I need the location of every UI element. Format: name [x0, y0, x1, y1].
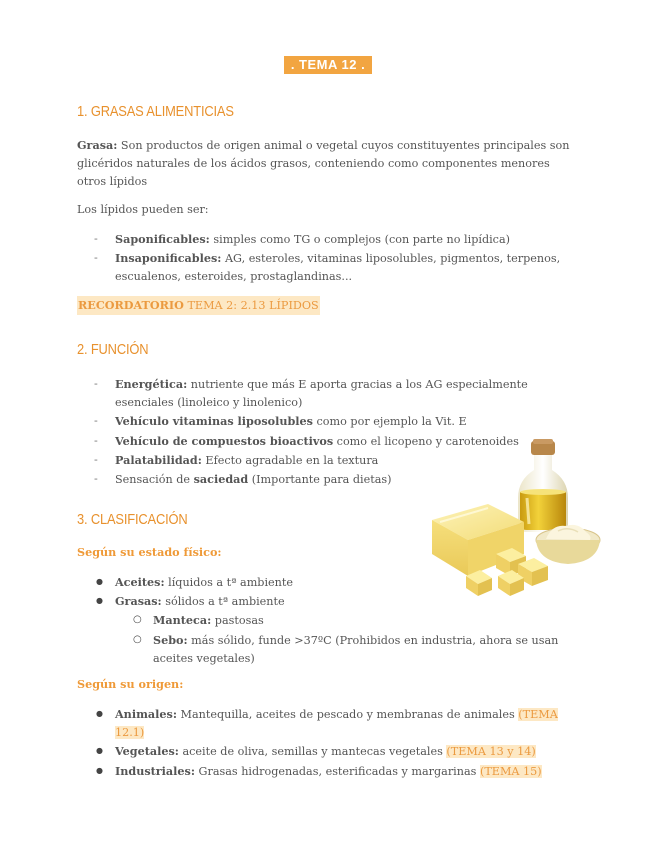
list-item: [77, 705, 587, 742]
item-label: Grasas:: [115, 594, 162, 609]
item-label: Palatabilidad:: [115, 452, 202, 467]
list-item: [77, 762, 587, 781]
reminder-label: RECORDATORIO: [78, 298, 184, 312]
grasa-label: Grasa:: [77, 138, 118, 152]
item-label: Energética:: [115, 377, 188, 391]
tema-reference: (TEMA 13 y 14): [446, 745, 536, 759]
list-item: [77, 375, 587, 412]
list-item: [77, 592, 587, 668]
list-item: [77, 412, 587, 431]
grasa-text: Son productos de origen animal o vegetal cuyos constituyentes principales son glicéridos naturales de los ácidos grasos, conteniendo como componentes menores otros lípidos: [77, 139, 570, 188]
origen-list: [77, 705, 587, 781]
item-label: Vehículo de compuestos bioactivos: [115, 433, 334, 448]
item-label: saciedad: [193, 472, 249, 487]
list-item: [115, 611, 585, 630]
grasas-sublist: [115, 611, 585, 668]
item-text: como el licopeno y carotenoides: [333, 434, 519, 448]
item-text: como por ejemplo la Vit. E: [312, 415, 467, 429]
item-label: Animales:: [115, 707, 177, 721]
item-text: pastosas: [211, 614, 264, 628]
item-text: líquidos a tª ambiente: [164, 576, 293, 589]
origen-heading: Según su origen:: [77, 677, 184, 691]
item-label: Insaponificables:: [115, 251, 222, 266]
list-item: [77, 742, 587, 761]
item-label: Manteca:: [153, 613, 212, 628]
item-text: Efecto agradable en la textura: [201, 453, 379, 467]
item-text: simples como TG o complejos (con parte no lipídica): [209, 233, 510, 246]
reminder-highlight: [77, 296, 320, 315]
section-1-heading: 1. GRASAS ALIMENTICIAS: [77, 103, 234, 120]
item-text: nutriente que más E aporta gracias a los AG especialmente esenciales (linoleico y linolenico): [115, 378, 528, 410]
item-label: Sebo:: [153, 632, 188, 647]
fats-illustration: [428, 436, 603, 602]
item-text: AG, esteroles, vitaminas liposolubles, pigmentos, terpenos, escualenos, esteroides, prostaglandinas...: [115, 252, 561, 284]
oil-bottle-icon: [518, 439, 568, 532]
section-2-heading: 2. FUNCIÓN: [77, 341, 149, 358]
topic-title: . TEMA 12 .: [284, 56, 372, 74]
section-3-heading: 3. CLASIFICACIÓN: [77, 511, 188, 528]
item-label: Aceites:: [115, 575, 165, 589]
list-item: [77, 230, 587, 249]
lipid-types-list: [77, 230, 587, 287]
tema-reference: (TEMA 12.1): [115, 708, 558, 740]
item-label: Vegetales:: [115, 744, 179, 759]
item-text: Sensación de: [115, 473, 194, 487]
item-text: más sólido, funde >37ºC (Prohibidos en industria, ahora se usan aceites vegetales): [153, 633, 559, 665]
tema-reference: (TEMA 15): [479, 764, 542, 778]
item-label: Saponificables:: [115, 232, 210, 246]
item-text: Mantequilla, aceites de pescado y membranas de animales: [176, 708, 519, 721]
item-text: Grasas hidrogenadas, esterificadas y margarinas: [194, 764, 480, 778]
estado-fisico-heading: Según su estado físico:: [77, 545, 222, 559]
list-item: [77, 249, 587, 286]
item-label: Vehículo vitaminas liposolubles: [115, 414, 313, 429]
item-text: (Importante para dietas): [248, 473, 392, 487]
item-text: sólidos a tª ambiente: [161, 595, 285, 609]
list-item: [115, 631, 585, 668]
reminder-text: TEMA 2: 2.13 LÍPIDOS: [183, 299, 319, 312]
item-text: aceite de oliva, semillas y mantecas vegetales: [178, 745, 447, 759]
lipidos-intro: Los lípidos pueden ser:: [77, 203, 209, 216]
item-label: Industriales:: [115, 763, 195, 778]
grasa-definition: [77, 136, 577, 191]
